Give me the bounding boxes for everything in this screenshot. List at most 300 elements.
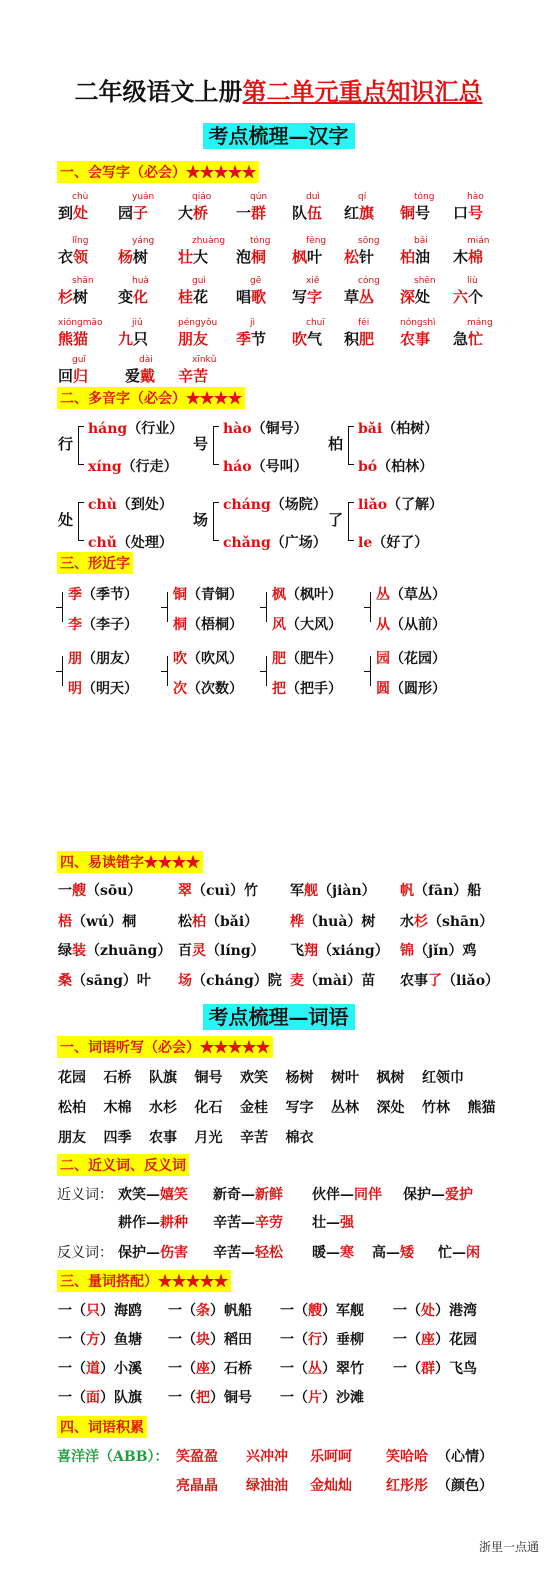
char-b: 圆 [376,681,390,697]
pinyin: chù [72,192,89,202]
dictation-word: 铜号 [194,1070,223,1086]
hanzi-char: 队 [292,204,308,222]
pinyin: jì [250,318,256,328]
hanzi-char: 归 [73,367,89,385]
synonym: 爱护 [445,1187,473,1203]
word-b: （次数） [187,681,243,697]
misread-item [290,911,375,931]
measure-item [280,1300,364,1320]
hanzi-char: 子 [133,204,149,222]
dictation-word: 树叶 [331,1070,359,1086]
synonym-label: 近义词： [57,1187,113,1203]
hanzi-char: 唱 [236,288,252,306]
hanzi-char: 花 [193,288,209,306]
hanzi [400,286,430,307]
brace-line [266,592,267,622]
pair-a [173,584,243,604]
pinyin: xiě [306,276,320,286]
suffix: ）军舰 [322,1303,364,1319]
antonym: 闲 [466,1245,480,1261]
antonym-pair [438,1242,480,1262]
prefix: 水 [400,914,414,930]
reading-a [358,418,438,438]
char-a: 铜 [173,587,187,603]
reading: （sōu） [86,883,142,899]
brace-line [370,656,371,686]
hanzi-char: 桐 [251,248,267,266]
hanzi-char: 松 [344,248,360,266]
abb-word: 红彤彤 [386,1478,428,1494]
reading-b [88,532,173,552]
measure-word: 群 [421,1361,435,1377]
section-ciyu-heading: 考点梳理—词语 [0,1001,557,1030]
misread-item [178,880,258,900]
brace-line [167,592,168,622]
hanzi-char: 处 [415,288,431,306]
hanzi-char: 领 [73,248,89,266]
prefix: 松 [178,914,192,930]
dictation-word: 熊猫 [467,1100,496,1116]
pair-b [68,614,138,634]
reading-a [223,494,327,514]
reading: （zhuāng） [86,943,172,959]
hanzi [118,202,148,223]
target-char: 麦 [290,973,304,989]
pinyin: duì [306,192,320,202]
hanzi-char: 写 [292,288,308,306]
hanzi [58,286,88,307]
brace-tick [78,540,84,541]
brace-tick [161,671,167,672]
synonym-pair [312,1212,354,1232]
reading-b [88,456,178,476]
suffix: ）队旗 [100,1390,142,1406]
brace-line [62,656,63,686]
brace-tick [348,540,354,541]
hanzi-char: 园 [118,204,134,222]
hanzi-char: 戴 [140,367,156,385]
measure-item [393,1358,477,1378]
word: 新奇— [213,1187,255,1203]
brace-line [370,592,371,622]
word-b: （行走） [121,459,178,475]
dictation-word: 木棉 [103,1100,132,1116]
target-char: 杉 [414,914,428,930]
hanzi-char: 油 [415,248,431,266]
dictation-word: 四季 [103,1130,132,1146]
word-a: （肥牛） [286,651,342,667]
hanzi-char: 字 [307,288,323,306]
measure-word: 座 [421,1332,435,1348]
pinyin: yáng [132,236,155,246]
char-b: 李 [68,617,82,633]
dictation-word: 队旗 [149,1070,177,1086]
pinyin: xīnkǔ [192,355,217,365]
measure-word: 只 [86,1303,100,1319]
reading: （xiáng） [318,943,389,959]
hanzi [400,328,430,349]
reading-b [358,456,433,476]
dictation-word: 化石 [194,1100,223,1116]
synonym-pair [118,1184,188,1204]
antonym-pair [372,1242,414,1262]
brace-tick [161,607,167,608]
measure-word: 丛 [308,1361,322,1377]
suffix: ）小溪 [100,1361,142,1377]
hanzi [236,286,266,307]
char-b: 把 [272,681,286,697]
dictation-word: 枫树 [376,1070,405,1086]
hanzi [453,202,483,223]
word-a: （到处） [116,497,173,513]
pinyin: shēn [414,276,436,286]
pinyin-b: háo [223,459,252,475]
s1-heading: 一、会写字（必会）★★★★★ [57,161,259,183]
pinyin: mián [467,236,490,246]
dictation-word: 石桥 [103,1070,132,1086]
word: 辛苦— [213,1215,255,1231]
polyphone-char: 场 [193,511,209,529]
dictation-word: 杨树 [285,1070,314,1086]
measure-item [168,1358,252,1378]
pinyin: qí [358,192,367,202]
polyphone-char: 了 [328,511,344,529]
abb-word: 笑哈哈 [386,1449,428,1465]
reading: （cháng）院 [192,973,282,989]
prefix: 一（ [168,1361,196,1377]
pinyin: guì [192,276,206,286]
pinyin: yuán [132,192,155,202]
s2-heading: 二、多音字（必会）★★★★ [57,387,245,409]
dictation-word: 月光 [194,1130,223,1146]
hanzi-char: 化 [133,288,149,306]
reading: （liǎo） [442,973,500,989]
char-a: 吹 [173,651,187,667]
reading: （huà）树 [304,914,376,930]
hanzi-char: 铜 [400,204,416,222]
hanzi [292,202,322,223]
abb-word: 笑盈盈 [176,1449,218,1465]
synonym-pair [312,1184,382,1204]
prefix: 军 [290,883,304,899]
abb-word: 兴冲冲 [246,1449,288,1465]
target-char: 锦 [400,943,414,959]
pair-a [68,584,138,604]
misread-item [400,911,493,931]
reading: （shān） [428,914,494,930]
measure-word: 方 [86,1332,100,1348]
hanzi-char: 杨 [118,248,134,266]
hanzi [178,365,208,386]
char-b: 明 [68,681,82,697]
hanzi [236,246,266,267]
hanzi [58,202,88,223]
hanzi-char: 个 [468,288,484,306]
antonym: 轻松 [255,1245,283,1261]
pinyin-b: chǎng [223,535,271,551]
dictation-word: 红领巾 [422,1070,464,1086]
hanzi [118,286,148,307]
antonym: 矮 [400,1245,414,1261]
reading: （mài）苗 [304,973,376,989]
target-char: 了 [428,973,442,989]
hanzi [292,246,322,267]
reading-b [223,456,308,476]
c4-heading: 四、词语积累 [57,1416,147,1438]
hanzi [178,202,208,223]
word-b: （圆形） [390,681,446,697]
pinyin-a: liǎo [358,497,388,513]
word-a: （朋友） [82,651,138,667]
hanzi-char: 桂 [178,288,194,306]
pair-a [376,584,446,604]
hanzi-char: 到 [58,204,74,222]
hanzi-char: 处 [73,204,89,222]
pinyin: liù [467,276,478,286]
target-char: 梧 [58,914,72,930]
misread-item [178,940,265,960]
synonym: 耕种 [160,1215,188,1231]
abb-word: 乐呵呵 [310,1449,352,1465]
pinyin: xióngmāo [58,318,103,328]
c2-heading: 二、近义词、反义词 [57,1154,189,1176]
hanzi-char: 一 [236,204,252,222]
hanzi-char: 朋 [178,330,194,348]
pinyin-b: chǔ [88,535,117,551]
prefix: 一（ [58,1332,86,1348]
char-a: 肥 [272,651,286,667]
measure-item [393,1300,477,1320]
pinyin: qún [250,192,268,202]
measure-item [280,1358,364,1378]
hanzi-char: 猫 [73,330,89,348]
measure-item [168,1300,252,1320]
antonym-pair [213,1242,283,1262]
misread-item [58,970,151,990]
measure-item [168,1329,252,1349]
hanzi-char: 辛 [178,367,194,385]
hanzi-char: 积 [344,330,360,348]
word-a: （了解） [387,497,444,513]
char-b: 风 [272,617,286,633]
word: 保护— [118,1245,160,1261]
pair-a [272,648,342,668]
pinyin: bǎi [414,236,428,246]
measure-word: 艘 [308,1303,322,1319]
hanzi-char: 农 [400,330,416,348]
hanzi-char: 针 [359,248,375,266]
antonym-label: 反义词： [57,1245,113,1261]
hanzi [453,286,483,307]
brace-tick [78,464,84,465]
word-a: （青铜） [187,587,243,603]
hanzi-char: 事 [415,330,431,348]
pinyin: cóng [358,276,380,286]
brace-tick [348,426,354,427]
brace-tick [348,502,354,503]
reading-b [358,532,428,552]
suffix: ）铜号 [210,1390,252,1406]
pinyin: hào [467,192,484,202]
hanzi [58,328,88,349]
word: 忙— [438,1245,466,1261]
reading: （bǎi） [206,914,259,930]
word-b: （把手） [286,681,342,697]
hanzi-char: 棉 [468,248,484,266]
hanzi [453,246,483,267]
hanzi-char: 节 [251,330,267,348]
suffix: ）飞鸟 [435,1361,477,1377]
target-char: 桑 [58,973,72,989]
pinyin: huà [132,276,149,286]
suffix: ）鱼塘 [100,1332,142,1348]
page-title [0,72,557,107]
reading-a [358,494,443,514]
misread-item [58,880,141,900]
word-b: （号叫） [251,459,308,475]
brace-line [167,656,168,686]
pinyin-a: hào [223,421,252,437]
measure-word: 处 [421,1303,435,1319]
word-a: （行业） [127,421,184,437]
hanzi-char: 忙 [468,330,484,348]
hanzi [292,286,322,307]
antonym: 伤害 [160,1245,188,1261]
abb-word: 绿油油 [246,1478,288,1494]
dictation-word: 松柏 [58,1100,86,1116]
hanzi-char: 树 [133,248,149,266]
char-a: 朋 [68,651,82,667]
hanzi [344,328,374,349]
measure-item [58,1387,142,1407]
pinyin: péngyǒu [178,318,218,328]
dictation-word: 欢笑 [240,1070,268,1086]
pinyin-b: bó [358,459,378,475]
word-a: （花园） [390,651,446,667]
hanzi-char: 苦 [193,367,209,385]
suffix: ）花园 [435,1332,477,1348]
reading: （fān）船 [414,883,482,899]
hanzi-char: 丛 [359,288,375,306]
measure-item [58,1358,142,1378]
synonym: 嬉笑 [160,1187,188,1203]
brace-tick [213,540,219,541]
pinyin-a: bǎi [358,421,383,437]
pair-a [68,648,138,668]
hanzi-char: 泡 [236,248,252,266]
misread-item [400,880,481,900]
measure-item [280,1387,364,1407]
hanzi [236,202,266,223]
dictation-word: 农事 [149,1130,177,1146]
synonym: 新鲜 [255,1187,283,1203]
pinyin: máng [467,318,493,328]
pair-b [272,614,342,634]
brace-tick [260,671,266,672]
suffix: ）港湾 [435,1303,477,1319]
abb-note: （颜色） [437,1478,493,1494]
reading: （líng） [206,943,265,959]
hanzi-char: 口 [453,204,469,222]
measure-item [58,1300,142,1320]
hanzi-char: 木 [453,248,469,266]
hanzi-char: 爱 [125,367,141,385]
reading-a [88,494,173,514]
word-b: （从前） [390,617,446,633]
brace-line [78,502,79,540]
prefix: 一（ [58,1303,86,1319]
measure-item [280,1329,364,1349]
misread-item [400,940,477,960]
polyphone-char: 号 [193,435,209,453]
word: 欢笑— [118,1187,160,1203]
target-char: 翠 [178,883,192,899]
pinyin-a: cháng [223,497,271,513]
brace-line [78,426,79,464]
brace-tick [78,502,84,503]
prefix: 一（ [280,1361,308,1377]
synonym-pair [118,1212,188,1232]
hanzi-char: 树 [73,288,89,306]
brace-tick [348,464,354,465]
pinyin: guī [72,355,86,365]
prefix: 一（ [280,1332,308,1348]
synonym: 辛劳 [255,1215,283,1231]
target-char: 舰 [304,883,318,899]
dictation-word: 深处 [376,1100,405,1116]
hanzi [125,365,155,386]
hanzi-char: 号 [415,204,431,222]
dictation-word: 金桂 [240,1100,268,1116]
pinyin: gē [250,276,262,286]
brace-tick [260,607,266,608]
synonym-pair [403,1184,473,1204]
word-a: （柏树） [382,421,439,437]
pair-b [173,678,243,698]
abb-word: 金灿灿 [310,1478,352,1494]
c3-heading: 三、量词搭配）★★★★★ [57,1270,231,1292]
target-char: 桦 [290,914,304,930]
hanzi-char: 杉 [58,288,74,306]
prefix: 农事 [400,973,428,989]
pair-b [376,614,446,634]
brace-line [266,656,267,686]
hanzi-char: 友 [193,330,209,348]
synonym-pair [213,1184,283,1204]
polyphone-char: 处 [58,511,74,529]
reading: （jiàn） [318,883,376,899]
pinyin: sōng [358,236,380,246]
hanzi [58,365,88,386]
hanzi-char: 只 [133,330,149,348]
word-b: （梧桐） [187,617,243,633]
hanzi-char: 歌 [251,288,267,306]
word-b: （明天） [82,681,138,697]
prefix: 一（ [280,1303,308,1319]
antonym-pair [312,1242,354,1262]
word-b: （柏林） [377,459,434,475]
prefix: 一（ [393,1332,421,1348]
misread-item [58,911,136,931]
antonym-pair [118,1242,188,1262]
measure-word: 把 [196,1390,210,1406]
target-char: 翔 [304,943,318,959]
dictation-word: 花园 [58,1070,86,1086]
hanzi-char: 六 [453,288,469,306]
brace-line [348,502,349,540]
word: 耕作— [118,1215,160,1231]
target-char: 场 [178,973,192,989]
